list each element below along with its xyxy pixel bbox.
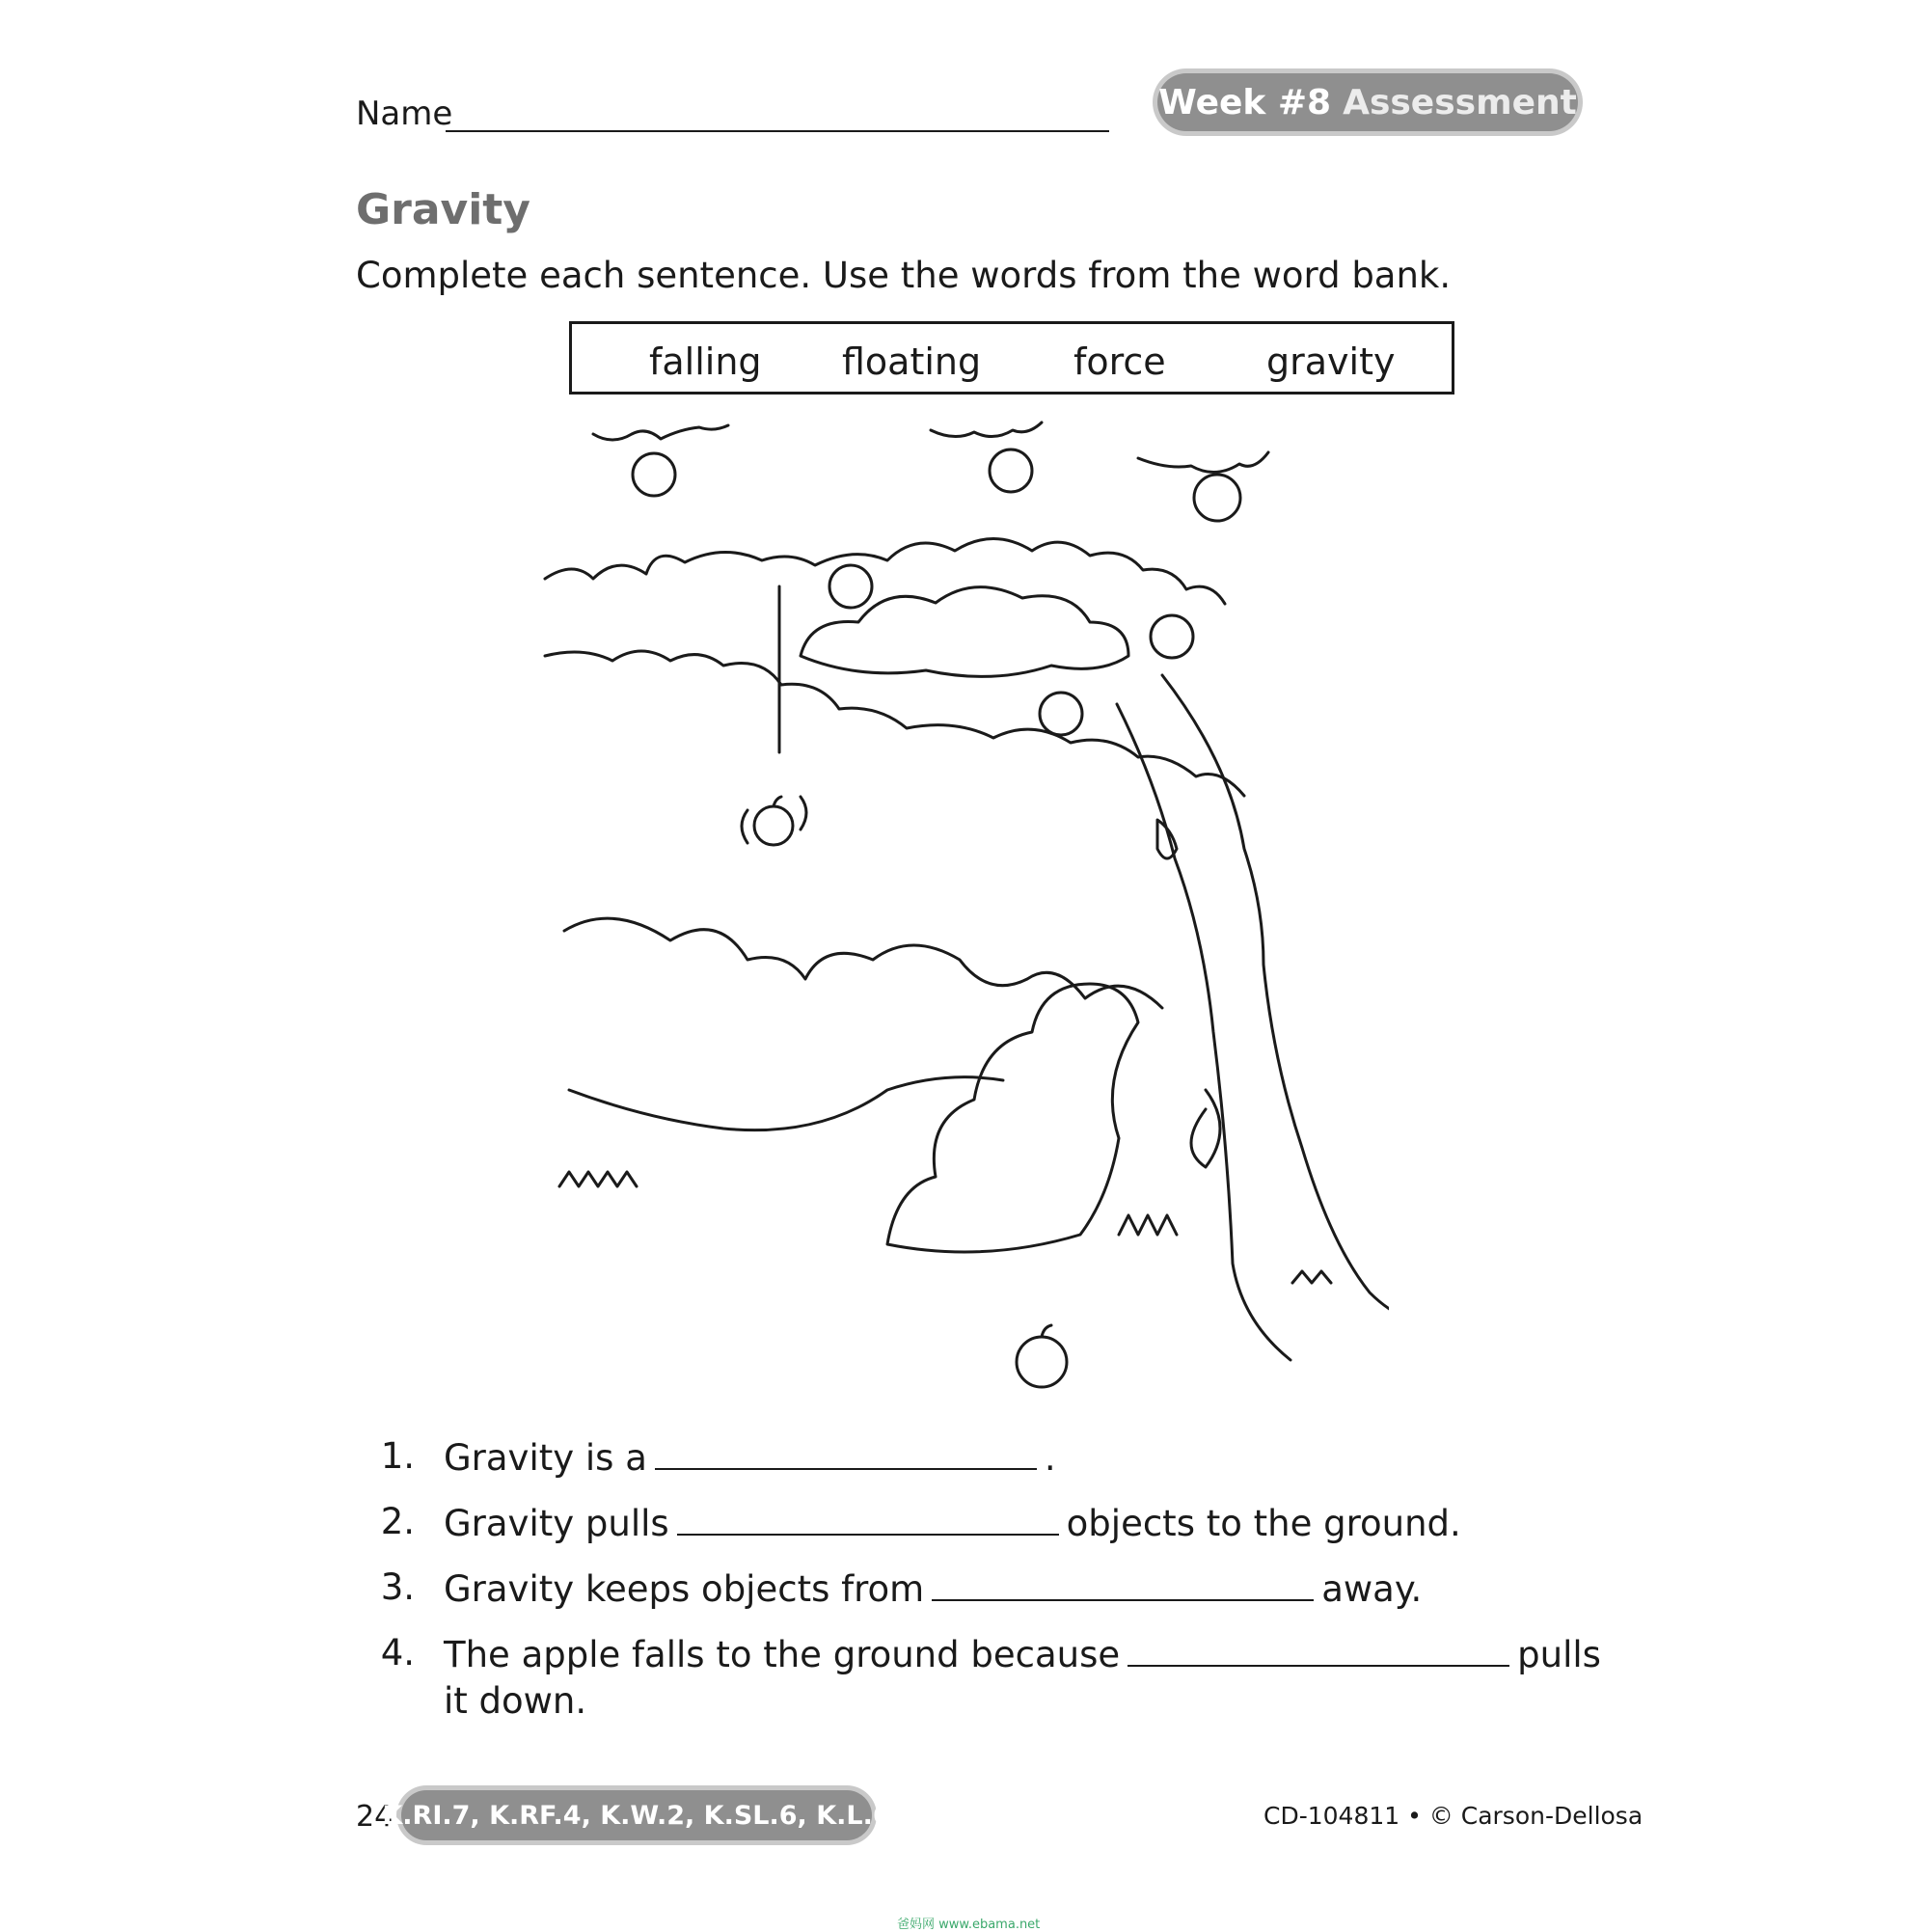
word-bank-item-gravity: gravity [1266,340,1396,383]
apple-in-canopy-1 [829,565,872,608]
question-4-after: pulls [1517,1634,1601,1675]
week-assessment-label: Assessment [1343,82,1577,122]
question-4-line-2: it down. [444,1680,587,1722]
instructions: Complete each sentence. Use the words from the word bank. [356,255,1452,296]
apple-cluster-left [593,425,728,496]
apple-cluster-right [1138,452,1268,521]
word-bank-item-force: force [1073,340,1166,383]
question-2-after: objects to the ground. [1066,1503,1461,1544]
field-line [569,1077,1003,1130]
apple-in-canopy-2 [1151,615,1193,658]
question-2-number: 2. [380,1501,415,1542]
question-3-before: Gravity keeps objects from [444,1568,925,1610]
question-1-blank[interactable] [655,1435,1037,1470]
apple-cluster-middle [931,422,1042,492]
name-label: Name [356,95,453,133]
word-bank-item-falling: falling [649,340,762,383]
tree-trunk [1117,675,1389,1360]
falling-apple-icon [754,806,793,845]
ground-grass [559,1172,1331,1283]
question-3-after: away. [1321,1568,1423,1610]
word-bank [569,321,1454,395]
watermark: 爸妈网 www.ebama.net [897,1918,1041,1932]
bush-front [887,984,1138,1252]
question-2 [444,1501,1461,1544]
apple-in-canopy-3 [1040,693,1082,735]
name-blank-line[interactable] [446,130,1109,132]
question-3-number: 3. [380,1566,415,1608]
canopy-puff [801,587,1128,677]
question-2-before: Gravity pulls [444,1503,669,1544]
question-3-blank[interactable] [932,1566,1314,1601]
apple-tree-illustration [540,415,1389,1399]
week-number: Week #8 [1158,82,1332,122]
page-number: 24 [356,1800,394,1834]
question-1-before: Gravity is a [444,1437,647,1479]
question-4-number: 4. [380,1632,415,1673]
background-hills [564,918,1162,1008]
week-badge [1157,73,1578,131]
question-1-after: . [1044,1437,1056,1479]
question-2-blank[interactable] [677,1501,1059,1536]
standards-badge: K.RI.7, K.RF.4, K.W.2, K.SL.6, K.L.6 [401,1790,872,1840]
word-bank-item-floating: floating [842,340,982,383]
question-4-blank[interactable] [1128,1632,1509,1667]
copyright: CD-104811 • © Carson-Dellosa [1263,1802,1644,1830]
page-title: Gravity [356,185,530,234]
fallen-apple-icon [1017,1337,1067,1387]
question-3 [444,1566,1422,1610]
question-4-before: The apple falls to the ground because [444,1634,1121,1675]
question-1-number: 1. [380,1435,415,1477]
question-1 [444,1435,1056,1479]
canopy-outline [545,539,1225,605]
question-4 [444,1632,1601,1675]
